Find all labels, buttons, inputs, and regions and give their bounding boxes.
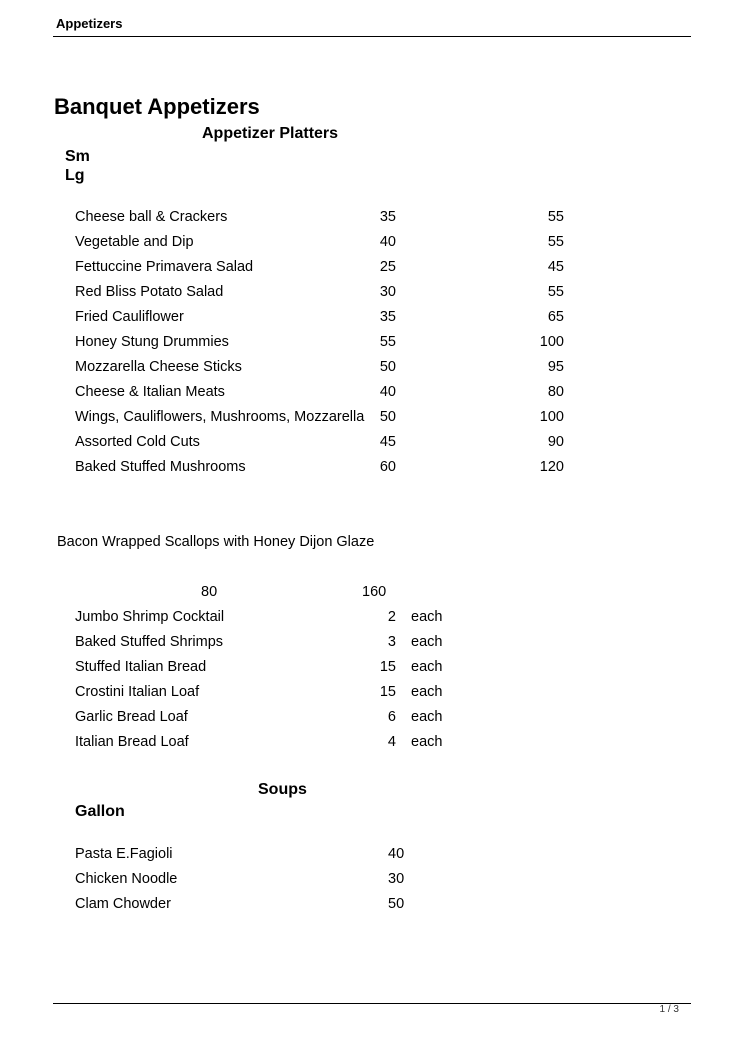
page-header-title: Appetizers (56, 16, 123, 31)
soups-heading: Soups (258, 781, 307, 798)
item-price-large: 55 (547, 209, 564, 225)
item-price-small: 40 (379, 234, 396, 250)
platter-row (0, 232, 744, 257)
item-price-small: 55 (379, 334, 396, 350)
item-name: Stuffed Italian Bread (75, 659, 207, 675)
item-name: Fried Cauliflower (75, 309, 184, 325)
item-unit: each (411, 709, 443, 725)
item-name: Wings, Cauliflowers, Mushrooms, Mozzarella (75, 409, 365, 425)
item-name: Vegetable and Dip (75, 234, 194, 250)
platter-row (0, 357, 744, 382)
item-price: 15 (379, 684, 396, 700)
item-name: Baked Stuffed Mushrooms (75, 459, 246, 475)
platter-row (0, 207, 744, 232)
item-price-large: 55 (547, 284, 564, 300)
item-price-large: 45 (547, 259, 564, 275)
item-price: 40 (388, 846, 405, 862)
header-divider (53, 36, 691, 37)
item-price-small: 60 (379, 459, 396, 475)
platter-row (0, 432, 744, 457)
item-name: Garlic Bread Loaf (75, 709, 188, 725)
soup-row (0, 869, 744, 894)
platter-row (0, 382, 744, 407)
platter-row (0, 457, 744, 482)
item-price-small: 30 (379, 284, 396, 300)
item-price: 6 (387, 709, 396, 725)
size-small-label: Sm (65, 148, 90, 165)
item-price-small: 35 (379, 309, 396, 325)
each-item-row (0, 707, 744, 732)
gallon-size-label: Gallon (75, 803, 125, 820)
item-price: 15 (379, 659, 396, 675)
platters-heading: Appetizer Platters (202, 125, 339, 142)
document-title: Banquet Appetizers (54, 94, 260, 119)
item-name: Honey Stung Drummies (75, 334, 229, 350)
platter-row (0, 332, 744, 357)
item-name: Baked Stuffed Shrimps (75, 634, 224, 650)
item-name: Fettuccine Primavera Salad (75, 259, 254, 275)
item-name: Mozzarella Cheese Sticks (75, 359, 242, 375)
item-name: Cheese ball & Crackers (75, 209, 228, 225)
item-price: 3 (387, 634, 396, 650)
item-price-large: 100 (539, 409, 564, 425)
each-item-row (0, 682, 744, 707)
item-name: Crostini Italian Loaf (75, 684, 200, 700)
item-price-small: 40 (379, 384, 396, 400)
item-name: Jumbo Shrimp Cocktail (75, 609, 225, 625)
footer-divider (53, 1003, 691, 1004)
scallops-item-name: Bacon Wrapped Scallops with Honey Dijon Glaze (57, 534, 375, 550)
scallops-price-small: 80 (201, 584, 218, 600)
platter-row (0, 282, 744, 307)
item-unit: each (411, 634, 443, 650)
platter-row (0, 407, 744, 432)
item-price-large: 80 (547, 384, 564, 400)
platter-row (0, 257, 744, 282)
item-name: Italian Bread Loaf (75, 734, 189, 750)
item-name: Cheese & Italian Meats (75, 384, 225, 400)
each-item-row (0, 732, 744, 757)
item-price-large: 100 (539, 334, 564, 350)
soup-row (0, 844, 744, 869)
soup-row (0, 894, 744, 919)
each-item-row (0, 607, 744, 632)
item-price: 4 (387, 734, 396, 750)
item-price-small: 50 (379, 409, 396, 425)
item-name: Red Bliss Potato Salad (75, 284, 224, 300)
item-unit: each (411, 684, 443, 700)
item-price-large: 95 (547, 359, 564, 375)
item-price: 30 (388, 871, 405, 887)
item-name: Pasta E.Fagioli (75, 846, 173, 862)
item-name: Clam Chowder (75, 896, 171, 912)
item-price-small: 45 (379, 434, 396, 450)
item-price-small: 25 (379, 259, 396, 275)
each-item-row (0, 632, 744, 657)
item-unit: each (411, 734, 443, 750)
size-large-label: Lg (65, 167, 85, 184)
item-price-large: 65 (547, 309, 564, 325)
item-price: 50 (388, 896, 405, 912)
item-price-small: 50 (379, 359, 396, 375)
item-name: Assorted Cold Cuts (75, 434, 200, 450)
page-number: 1 / 3 (659, 1004, 679, 1015)
platter-row (0, 307, 744, 332)
each-item-row (0, 657, 744, 682)
scallops-price-large: 160 (362, 584, 387, 600)
item-price-large: 55 (547, 234, 564, 250)
item-price-large: 120 (539, 459, 564, 475)
item-unit: each (411, 659, 443, 675)
item-price-small: 35 (379, 209, 396, 225)
item-price: 2 (387, 609, 396, 625)
item-price-large: 90 (547, 434, 564, 450)
item-name: Chicken Noodle (75, 871, 178, 887)
item-unit: each (411, 609, 443, 625)
